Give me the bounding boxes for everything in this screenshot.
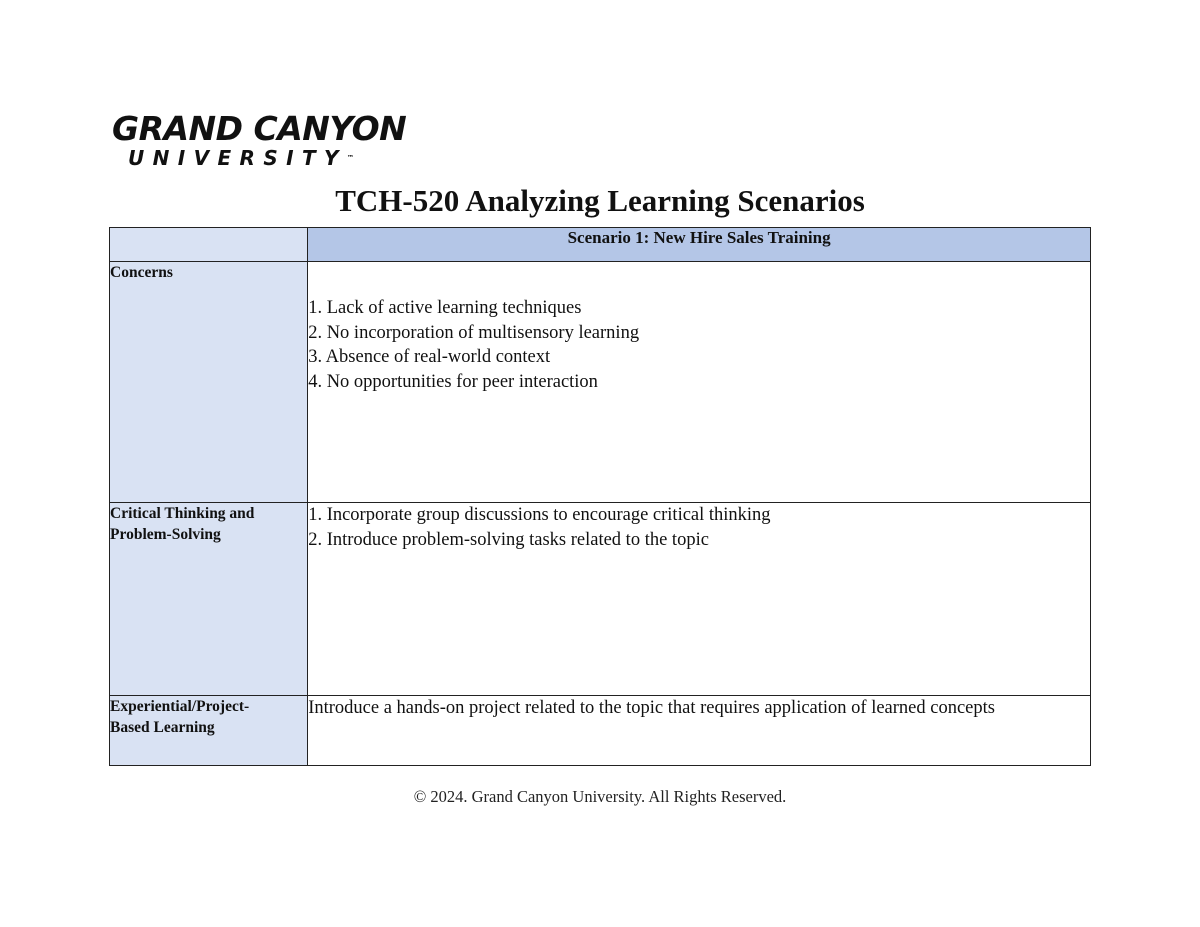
scenario-header-cell: Scenario 1: New Hire Sales Training (308, 228, 1091, 262)
logo-wordmark-bottom-text: UNIVERSITY (128, 146, 347, 170)
table-header-row (110, 228, 1091, 262)
experiential-content: Introduce a hands-on project related to the topic that requires application of learned concepts (308, 696, 1091, 766)
critical-thinking-content (308, 503, 1091, 696)
concerns-list (308, 262, 1090, 394)
logo-wordmark-bottom (128, 147, 354, 169)
critical-thinking-label (110, 503, 308, 696)
header-corner-cell (110, 228, 308, 262)
critical-thinking-label-line2: Problem-Solving (110, 526, 221, 543)
trademark-symbol: ™ (346, 154, 354, 162)
list-item: 4. No opportunities for peer interaction (308, 371, 598, 392)
concerns-label: Concerns (110, 262, 308, 503)
experiential-label (110, 696, 308, 766)
table-row-concerns (110, 262, 1091, 503)
copyright-footer: © 2024. Grand Canyon University. All Rights Reserved. (413, 787, 787, 806)
concerns-content (308, 262, 1091, 503)
experiential-label-line2: Based Learning (110, 719, 215, 736)
scenario-table (109, 227, 1091, 766)
university-logo (112, 109, 407, 172)
list-item: 1. Lack of active learning techniques (308, 298, 582, 318)
critical-thinking-label-line1: Critical Thinking and (110, 505, 255, 522)
experiential-label-line1: Experiential/Project- (110, 698, 250, 715)
table-row-experiential (110, 696, 1091, 766)
document-title: TCH-520 Analyzing Learning Scenarios (335, 183, 865, 218)
list-item: 3. Absence of real-world context (308, 347, 551, 367)
logo-wordmark-top: GRAND CANYON (112, 109, 407, 148)
list-item: 1. Incorporate group discussions to encourage critical thinking (308, 505, 771, 525)
list-item: 2. Introduce problem-solving tasks related to the topic (308, 529, 709, 550)
list-item: 2. No incorporation of multisensory learning (308, 322, 640, 343)
table-row-critical-thinking (110, 503, 1091, 696)
